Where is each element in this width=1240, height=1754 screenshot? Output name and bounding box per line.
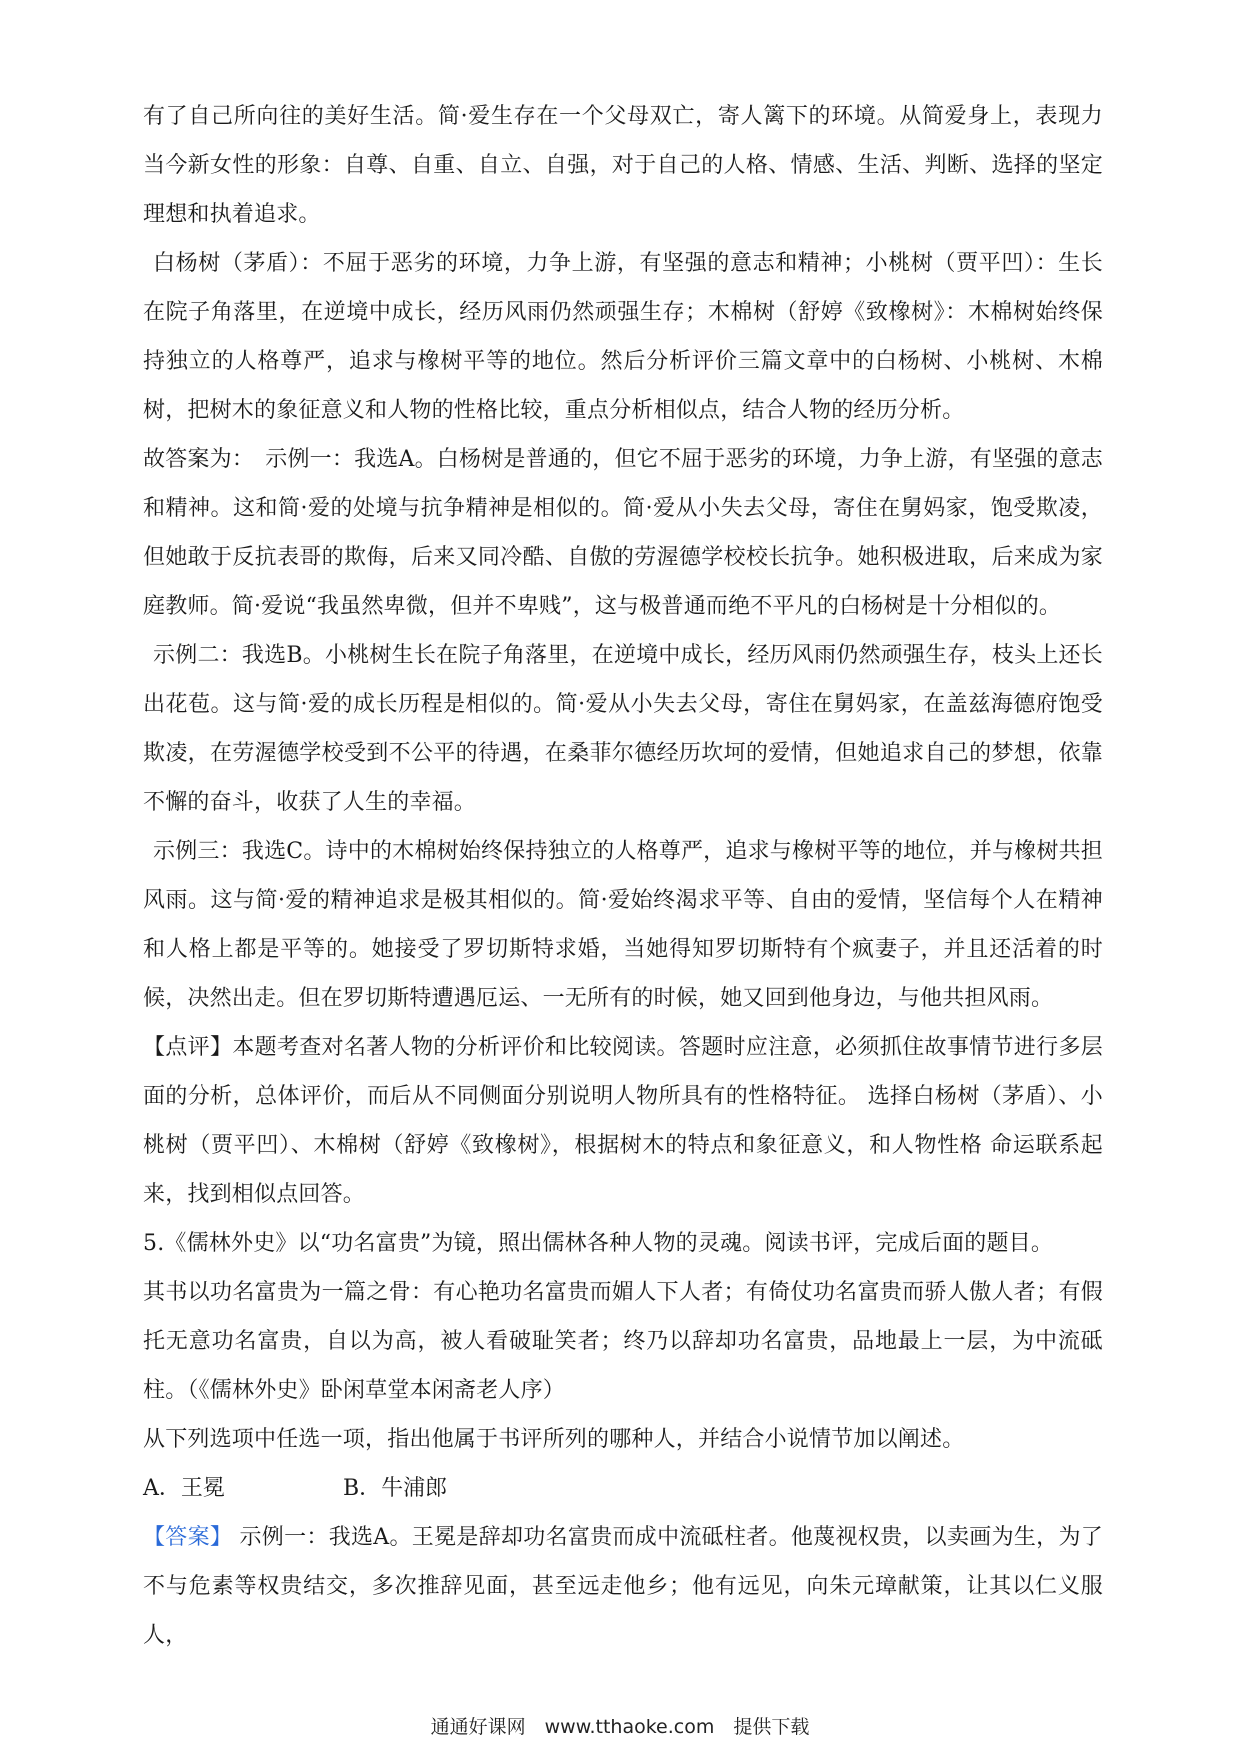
answer-label: 【答案】 [143,1525,233,1550]
paragraph-2: 白杨树（茅盾）：不屈于恶劣的环境，力争上游，有坚强的意志和精神；小桃树（贾平凹）：生长在院子角落里，在逆境中成长，经历风雨仍然顽强生存；木棉树（舒婷《致橡树》：木棉树始终保持独立的人格尊严，追求与橡树平等的地位。然后分析评价三篇文章中的白杨树、小桃树、木棉树，把树木的象征意义和人物的性格比较，重点分析相似点，结合人物的经历分析。 [143,251,1103,423]
paragraph-4: 示例二：我选B。小桃树生长在院子角落里，在逆境中成长，经历风雨仍然顽强生存，枝头上还长出花苞。这与简·爱的成长历程是相似的。简·爱从小失去父母，寄住在舅妈家，在盖兹海德府饱受欺凌，在劳渥德学校受到不公平的待遇，在桑菲尔德经历坎坷的爱情，但她追求自己的梦想，依靠不懈的奋斗，收获了人生的幸福。 [143,643,1103,815]
paragraph-5: 示例三：我选C。诗中的木棉树始终保持独立的人格尊严，追求与橡树平等的地位，并与橡树共担风雨。这与简·爱的精神追求是极其相似的。简·爱始终渴求平等、自由的爱情，坚信每个人在精神和人格上都是平等的。她接受了罗切斯特求婚，当她得知罗切斯特有个疯妻子，并且还活着的时候，决然出走。但在罗切斯特遭遇厄运、一无所有的时候，她又回到他身边，与他共担风雨。 [143,839,1103,1011]
answer-options [143,1464,1103,1513]
option-a: A．王冕 [143,1476,225,1501]
book-review-quote: 其书以功名富贵为一篇之骨：有心艳功名富贵而媚人下人者；有倚仗功名富贵而骄人傲人者；有假托无意功名富贵，自以为高，被人看破耻笑者；终乃以辞却功名富贵，品地最上一层，为中流砥柱。（《儒林外史》卧闲草堂本闲斋老人序） [143,1280,1103,1403]
paragraph-3: 故答案为： 示例一：我选A。白杨树是普通的，但它不屈于恶劣的环境，力争上游，有坚强的意志和精神。这和简·爱的处境与抗争精神是相似的。简·爱从小失去父母，寄住在舅妈家，饱受欺凌，但她敢于反抗表哥的欺侮，后来又同冷酷、自傲的劳渥德学校校长抗争。她积极进取，后来成为家庭教师。简·爱说“我虽然卑微，但并不卑贱”，这与极普通而绝不平凡的白杨树是十分相似的。 [143,447,1103,619]
question-instruction: 从下列选项中任选一项，指出他属于书评所列的哪种人，并结合小说情节加以阐述。 [143,1427,965,1452]
paragraph-6: 【点评】本题考查对名著人物的分析评价和比较阅读。答题时应注意，必须抓住故事情节进行多层面的分析，总体评价，而后从不同侧面分别说明人物所具有的性格特征。 选择白杨树（茅盾）、小桃树（贾平凹）、木棉树（舒婷《致橡树》，根据树木的特点和象征意义，和人物性格 命运联系起来，找到相似点回答。 [143,1035,1103,1207]
answer-paragraph [143,1513,1103,1660]
document-body [143,92,1103,1660]
page-footer: 通通好课网 www.tthaoke.com 提供下载 [430,1716,810,1738]
question-5: 5.《儒林外史》以“功名富贵”为镜，照出儒林各种人物的灵魂。阅读书评，完成后面的题目。 [143,1231,1054,1256]
option-b: B．牛浦郎 [343,1476,448,1501]
paragraph-1: 有了自己所向往的美好生活。简·爱生存在一个父母双亡，寄人篱下的环境。从简爱身上，表现力当今新女性的形象：自尊、自重、自立、自强，对于自己的人格、情感、生活、判断、选择的坚定理想和执着追求。 [143,104,1103,227]
answer-text: 示例一：我选A。王冕是辞却功名富贵而成中流砥柱者。他蔑视权贵，以卖画为生，为了不与危素等权贵结交，多次推辞见面，甚至远走他乡；他有远见，向朱元璋献策，让其以仁义服人， [143,1525,1103,1648]
